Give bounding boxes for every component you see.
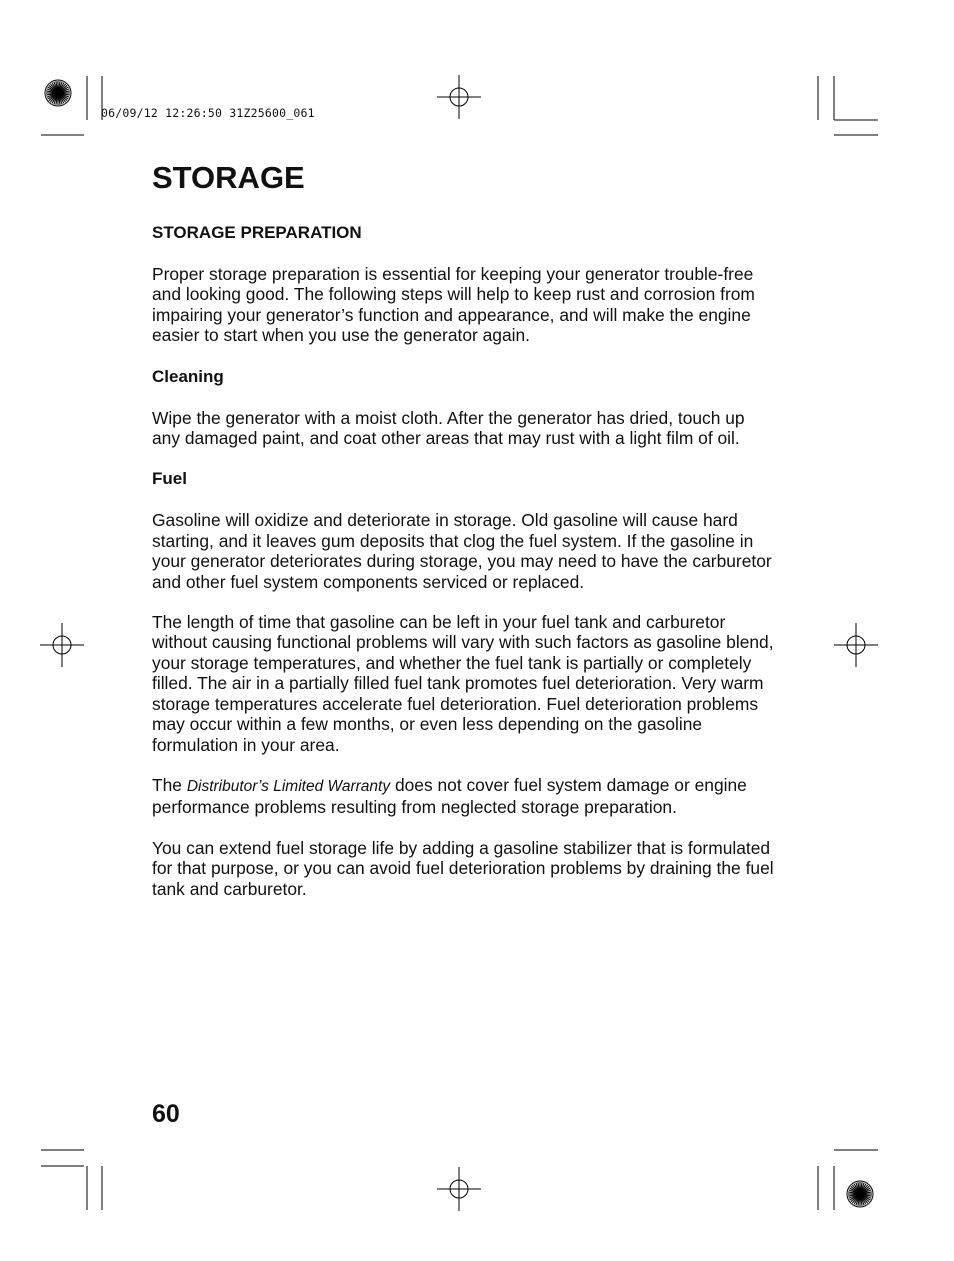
page-title: STORAGE: [152, 160, 305, 195]
warranty-rest: does not cover fuel system damage or engine performance problems resulting from neglected storage preparation.: [152, 774, 747, 818]
starburst-mark-top-left: [45, 80, 71, 106]
starburst-mark-bottom-right: [847, 1181, 873, 1207]
fuel-heading: Fuel: [152, 469, 187, 489]
cleaning-paragraph: Wipe the generator with a moist cloth. After the generator has dried, touch up any damaged paint, and coat other areas that may rust with a light film of oil.: [152, 407, 745, 449]
fuel-paragraph-4: You can extend fuel storage life by adding a gasoline stabilizer that is formulated for that purpose, or you can avoid fuel deterioration problems by draining the fuel tank and carburetor.: [152, 837, 774, 899]
section-heading: STORAGE PREPARATION: [152, 223, 362, 242]
registration-crosshair-top: [437, 75, 481, 119]
intro-paragraph: Proper storage preparation is essential for keeping your generator trouble-free and looking good. The following steps will help to keep rust and corrosion from impairing your generator’s function and appearance, and will make the engine easier to start when you use the generator again.: [152, 264, 755, 346]
page-content: [152, 160, 777, 899]
cleaning-heading: Cleaning: [152, 366, 224, 386]
registration-crosshair-right: [834, 623, 878, 667]
fuel-paragraph-1: Gasoline will oxidize and deteriorate in storage. Old gasoline will cause hard starting, and it leaves gum deposits that clog the fuel system. If the gasoline in your generator deteriorates during storage, you may need to have the carburetor and other fuel system components serviced or replaced.: [152, 510, 772, 592]
registration-crosshair-bottom: [437, 1167, 481, 1211]
warranty-title: Distributor’s Limited Warranty: [186, 777, 391, 795]
warranty-paragraph: [152, 775, 777, 818]
registration-crosshair-left: [40, 623, 84, 667]
page-number: 60: [152, 1100, 180, 1128]
warranty-lead: The: [152, 774, 187, 795]
fuel-paragraph-2: The length of time that gasoline can be left in your fuel tank and carburetor without causing functional problems will vary with such factors as gasoline blend, your storage temperatures, and whether the fuel tank is partially or completely filled. The air in a partially filled fuel tank promotes fuel deterioration. Very warm storage temperatures accelerate fuel deterioration. Fuel deterioration problems may occur within a few months, or even less depending on the gasoline formulation in your area.: [152, 612, 774, 755]
print-slug: 06/09/12 12:26:50 31Z25600_061: [101, 106, 315, 120]
